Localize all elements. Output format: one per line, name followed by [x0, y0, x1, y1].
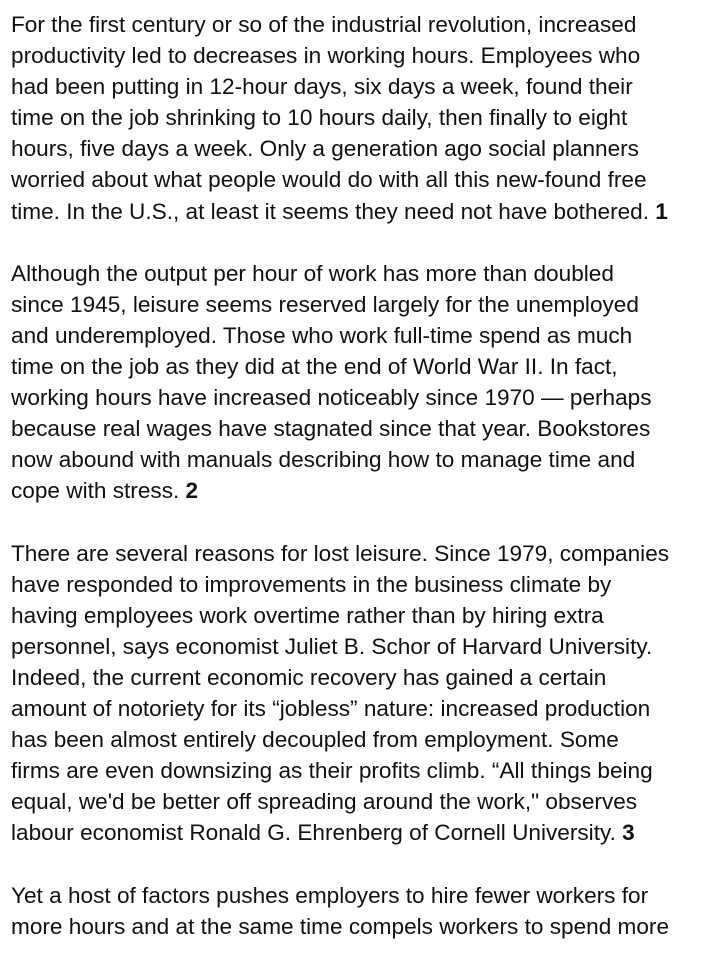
paragraph-line: because real wages have stagnated since that year. Bookstores — [11, 416, 651, 442]
paragraph-line: personnel, says economist Juliet B. Schor of Harvard University. — [11, 633, 653, 659]
paragraph-line: worried about what people would do with all this new-found free — [11, 167, 647, 193]
paragraph-line: have responded to improvements in the business climate by — [11, 571, 612, 597]
paragraph-line-text: cope with stress. — [11, 478, 180, 504]
paragraph-line-last — [11, 475, 711, 506]
paragraph-line: and underemployed. Those who work full-time spend as much — [11, 322, 633, 348]
paragraph-line: time on the job shrinking to 10 hours daily, then finally to eight — [11, 105, 628, 131]
paragraph-line: Yet a host of factors pushes employers to hire fewer workers for — [11, 882, 649, 908]
paragraph-number: 2 — [185, 478, 199, 504]
paragraph-2 — [11, 258, 711, 507]
paragraph-line-text: time. In the U.S., at least it seems they need not have bothered. — [11, 198, 650, 224]
paragraph-line: having employees work overtime rather than by hiring extra — [11, 602, 604, 628]
paragraph-line: Indeed, the current economic recovery has gained a certain — [11, 664, 607, 690]
paragraph-line: equal, we'd be better off spreading around the work," observes — [11, 789, 638, 815]
paragraph-line-last — [11, 817, 711, 848]
paragraph-line: hours, five days a week. Only a generation ago social planners — [11, 136, 639, 162]
paragraph-line: time on the job as they did at the end of World War II. In fact, — [11, 354, 618, 380]
paragraph-number: 3 — [622, 820, 635, 846]
paragraph-line: has been almost entirely decoupled from employment. Some — [11, 727, 619, 753]
paragraph-1 — [11, 9, 711, 227]
document-page — [11, 9, 711, 973]
paragraph-line: firms are even downsizing as their profits climb. “All things being — [11, 758, 653, 784]
paragraph-line-last — [11, 196, 711, 227]
paragraph-line: working hours have increased noticeably since 1970 — perhaps — [11, 385, 652, 411]
paragraph-line: productivity led to decreases in working hours. Employees who — [11, 43, 641, 69]
paragraph-line: Although the output per hour of work has more than doubled — [11, 260, 614, 286]
paragraph-4 — [11, 880, 711, 942]
paragraph-line-text: labour economist Ronald G. Ehrenberg of Cornell University. — [11, 820, 616, 846]
paragraph-line: more hours and at the same time compels workers to spend more — [11, 913, 670, 939]
paragraph-line: had been putting in 12-hour days, six days a week, found their — [11, 74, 633, 100]
paragraph-line: For the first century or so of the industrial revolution, increased — [11, 12, 637, 37]
paragraph-line: amount of notoriety for its “jobless” nature: increased production — [11, 696, 651, 722]
paragraph-number: 1 — [655, 198, 668, 224]
paragraph-line: There are several reasons for lost leisure. Since 1979, companies — [11, 540, 670, 566]
paragraph-line: since 1945, leisure seems reserved largely for the unemployed — [11, 291, 639, 317]
paragraph-line: now abound with manuals describing how to manage time and — [11, 447, 636, 473]
paragraph-3 — [11, 538, 711, 849]
